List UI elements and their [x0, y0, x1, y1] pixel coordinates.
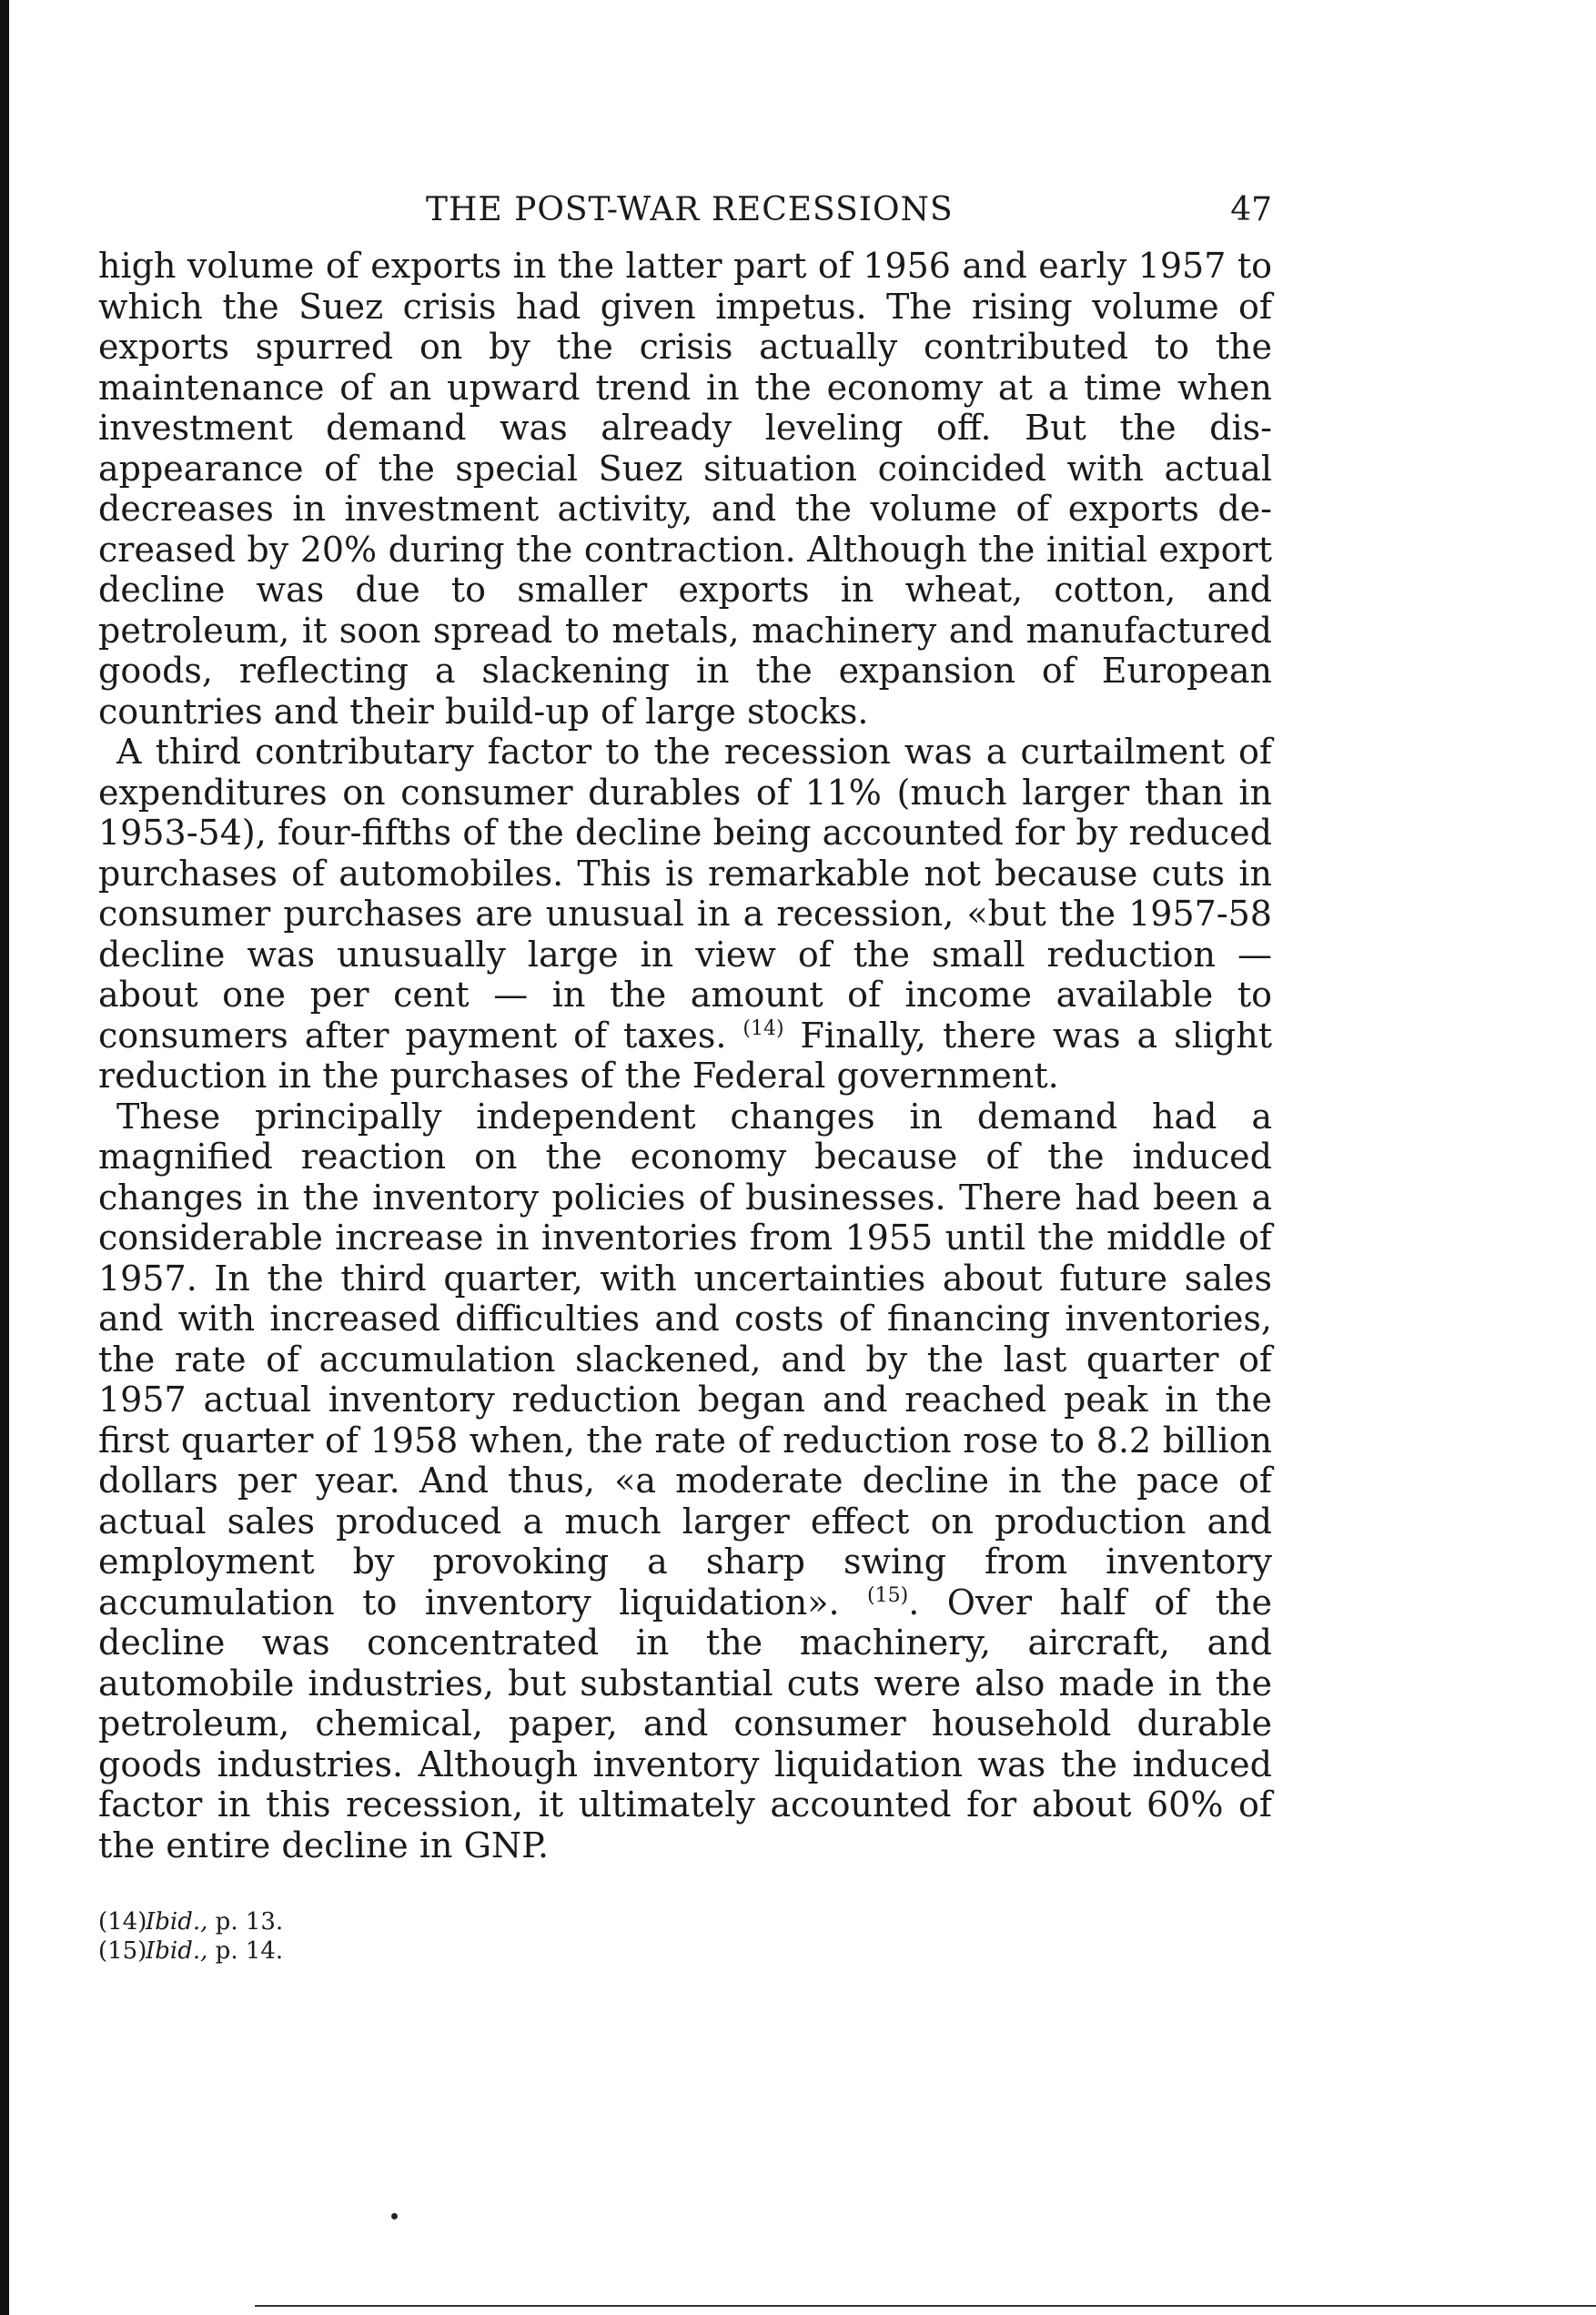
footnote-number: (15) — [98, 1937, 147, 1965]
footnote-reference-15: (15) — [867, 1583, 909, 1607]
footnote-page: p. 14. — [215, 1937, 284, 1965]
paragraph-text: A third contributary factor to the recession was a curtailment of expenditures on consumer durables of 11% (much larger than in 1953-54), four-fifths of the decline being accounted for by reduced purchases of automobiles. This is remarkable not because cuts in consumer purchases are unusual in a recession, «but the 1957-58 decline was unusually large in view of the small reduction — about one per cent — in the amount of income available to consumers after payment of taxes. — [98, 732, 1272, 1056]
paragraph-text: high volume of exports in the latter part of 1956 and early 1957 to which the Suez crisis had given impetus. The rising volume of exports spurred on by the crisis actually contributed to the maintenance of an upward trend in the economy at a time when investment demand was already leveling off. But the disappearance of the special Suez situation coincided with actual decreases in investment activity, and the volume of exports decreased by 20% during the contraction. Although the initial export decline was due to smaller exports in wheat, cotton, and petroleum, it soon spread to metals, machinery and manufactured goods, reflecting a slackening in the expansion of European countries and their build-up of large stocks. — [98, 246, 1272, 732]
footnote-page: p. 13. — [215, 1908, 284, 1936]
paragraph-inventory — [98, 1097, 1272, 1866]
bottom-scan-line — [255, 2305, 1596, 2307]
paragraph-text-continued: . Over half of the decline was concentrated in the machinery, aircraft, and automobile industries, but substantial cuts were also made in the petroleum, chemical, paper, and consumer household durable goods industries. Although inventory liquidation was the induced factor in this recession, it ultimately accounted for about 60% of the entire decline in GNP. — [98, 1582, 1272, 1865]
page-number: 47 — [1230, 191, 1272, 228]
footnote-14 — [98, 1907, 1272, 1936]
paragraph-text: These principally independent changes in demand had a magnified reaction on the economy because of the induced changes in the inventory policies of businesses. There had been a considerable increase in inventories from 1955 until the middle of 1957. In the third quarter, with uncertainties about future sales and with increased difficulties and costs of financing inventories, the rate of accumulation slackened, and by the last quarter of 1957 actual inventory reduction began and reached peak in the first quarter of 1958 when, the rate of reduction rose to 8.2 billion dollars per year. And thus, «a moderate decline in the pace of actual sales produced a much larger effect on production and employment by provoking a sharp swing from inventory accumulation to inventory liquidation». — [98, 1096, 1272, 1623]
footnotes — [98, 1907, 1272, 1966]
footnote-15 — [98, 1936, 1272, 1966]
book-page — [98, 182, 1272, 1966]
stray-ink-dot — [391, 2213, 398, 2219]
paragraph-text-continued: Finally, there was a slight reduction in the purchases of the Federal government. — [98, 1015, 1272, 1096]
running-head — [98, 182, 1272, 246]
footnote-reference-14: (14) — [742, 1016, 784, 1040]
running-title: THE POST-WAR RECESSIONS — [426, 191, 954, 228]
paragraph-exports — [98, 246, 1272, 732]
footnote-source: Ibid., — [146, 1908, 208, 1936]
scan-edge — [0, 0, 9, 2315]
body-text — [98, 246, 1272, 1865]
footnote-number: (14) — [98, 1908, 147, 1936]
footnote-source: Ibid., — [146, 1937, 208, 1965]
paragraph-consumer-durables — [98, 732, 1272, 1097]
